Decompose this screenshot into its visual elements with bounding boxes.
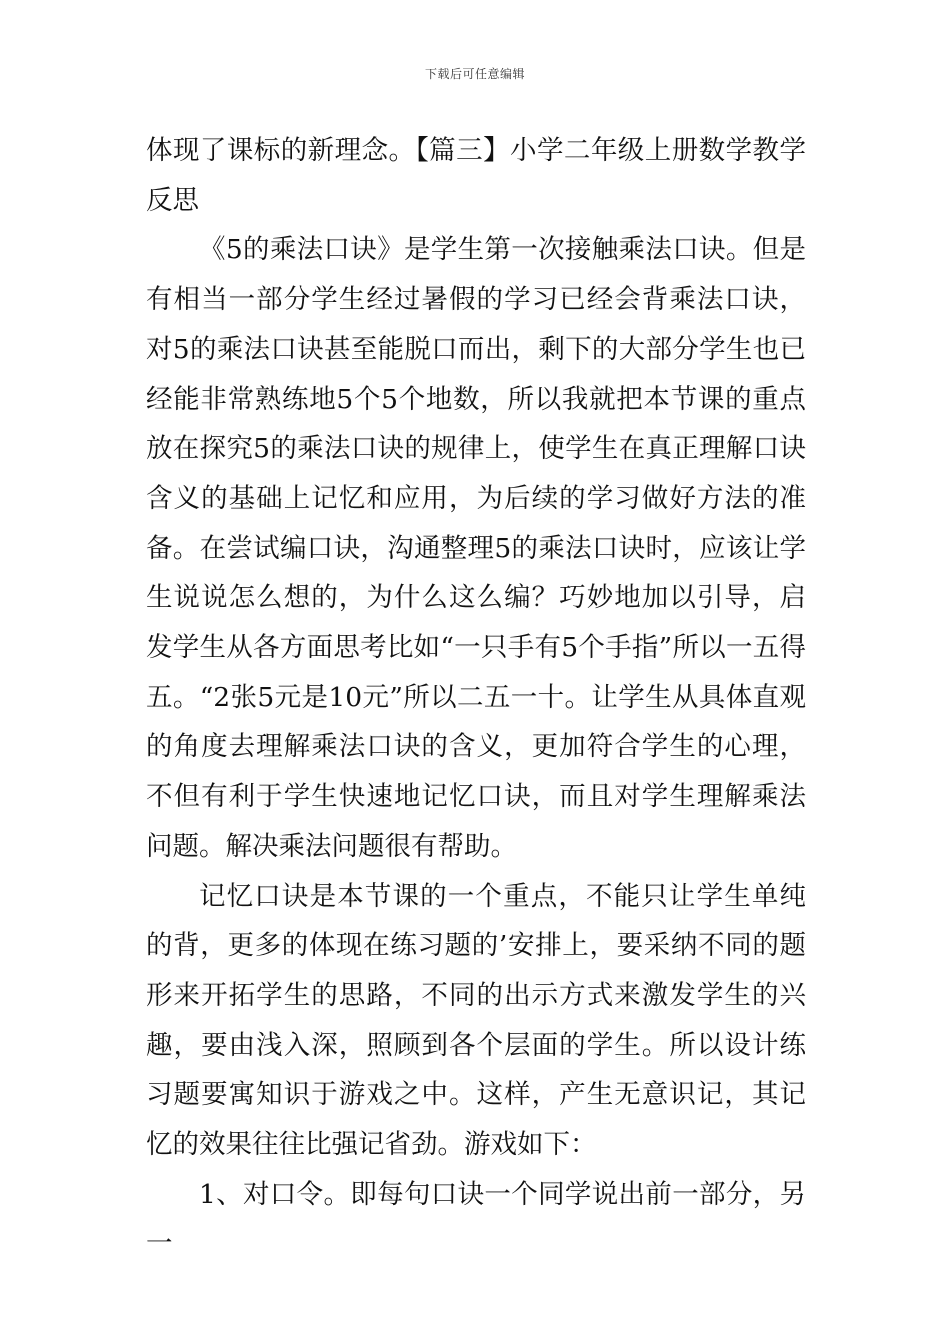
paragraph-1: 体现了课标的新理念。【篇三】小学二年级上册数学教学反思 — [146, 135, 806, 216]
document-body — [146, 126, 806, 1269]
paragraph-4: 1、对口令。即每句口诀一个同学说出前一部分，另一 — [146, 1178, 806, 1260]
paragraph-3: 记忆口诀是本节课的一个重点，不能只让学生单纯的背，更多的体现在练习题的’安排上，要采纳不同的题形来开拓学生的思路，不同的出示方式来激发学生的兴趣，要由浅入深，照顾到各个层面的学生。所以设计练习题要寓知识于游戏之中。这样，产生无意识记，其记忆的效果往往比强记省劲。游戏如下： — [146, 880, 806, 1161]
paragraph-2: 《5的乘法口诀》是学生第一次接触乘法口诀。但是有相当一部分学生经过暑假的学习已经会背乘法口诀，对5的乘法口诀甚至能脱口而出，剩下的大部分学生也已经能非常熟练地5个5个地数，所以我就把本节课的重点放在探究5的乘法口诀的规律上，使学生在真正理解口诀含义的基础上记忆和应用，为后续的学习做好方法的准备。在尝试编口诀，沟通整理5的乘法口诀时，应该让学生说说怎么想的，为什么这么编？巧妙地加以引导，启发学生从各方面思考比如“一只手有5个手指”所以一五得五。“2张5元是10元”所以二五一十。让学生从具体直观的角度去理解乘法口诀的含义，更加符合学生的心理，不但有利于学生快速地记忆口诀，而且对学生理解乘法问题。解决乘法问题很有帮助。 — [146, 234, 806, 862]
page-header-note: 下载后可任意编辑 — [424, 67, 525, 81]
